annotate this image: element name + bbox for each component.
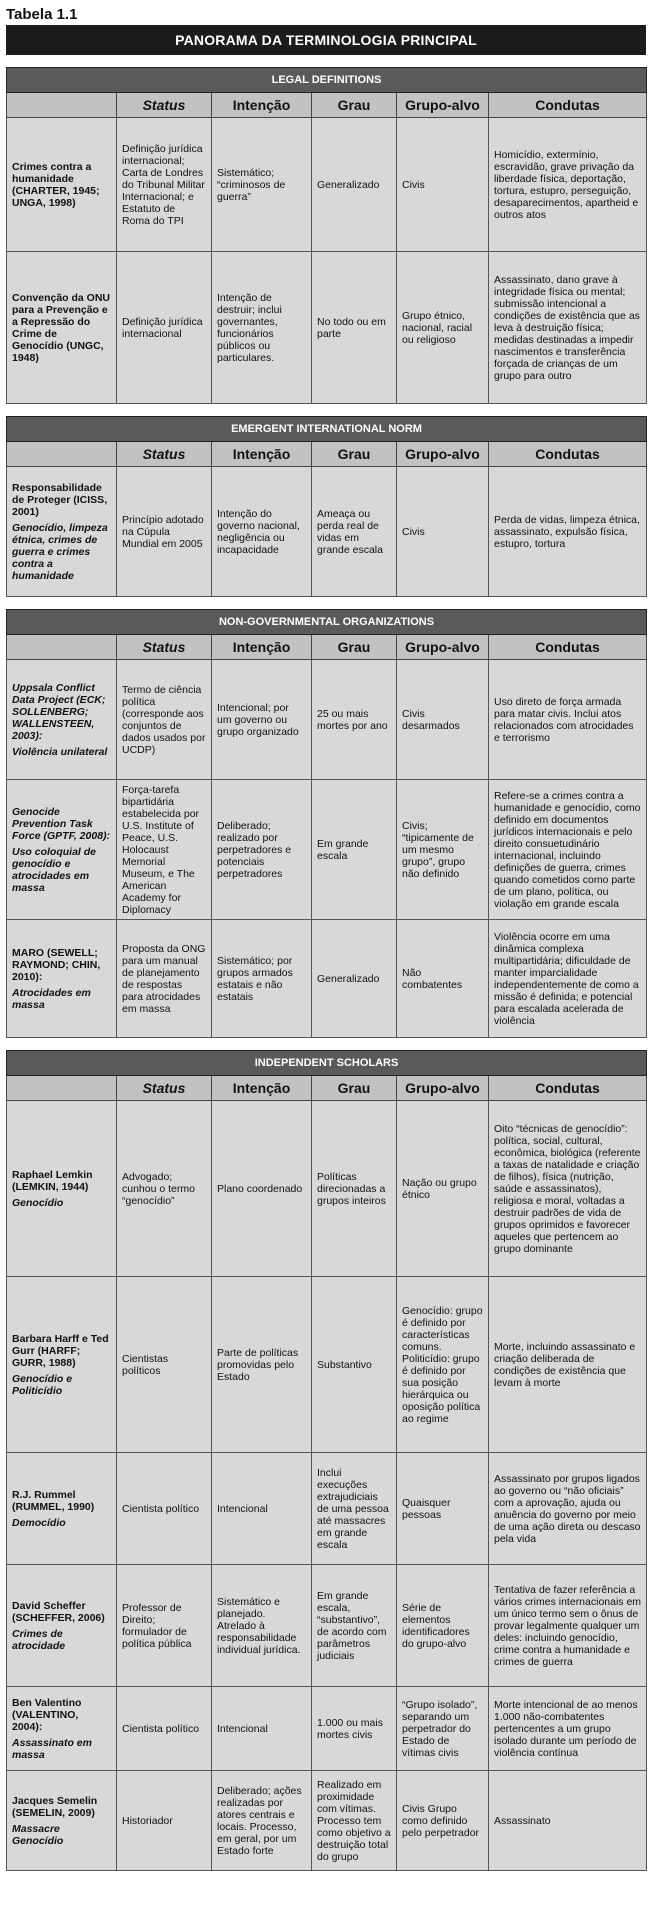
cell-grau: Em grande escala, “substantivo”, de acordo com parâmetros judiciais — [312, 1565, 397, 1687]
row-name: Crimes contra a humanidade (CHARTER, 1945; UNGA, 1998) — [12, 160, 100, 209]
section-emergent-international-norm — [6, 416, 647, 597]
cell-status: Cientista político — [117, 1453, 212, 1565]
cell-grau: Generalizado — [312, 118, 397, 252]
column-header-row — [7, 442, 647, 467]
cell-condutas: Assassinato por grupos ligados ao governo ou “não oficiais” com a aprovação, ajuda ou anuência do governo por meio de uma ação direta ou descaso pela vida — [489, 1453, 647, 1565]
row-name: Ben Valentino (VALENTINO, 2004): — [12, 1696, 82, 1733]
cell-condutas: Assassinato — [489, 1771, 647, 1871]
header-grau: Grau — [312, 93, 397, 118]
table-row — [7, 1565, 647, 1687]
cell-grau: 1.000 ou mais mortes civis — [312, 1687, 397, 1771]
row-name: Raphael Lemkin (LEMKIN, 1944) — [12, 1168, 93, 1193]
table-row — [7, 780, 647, 920]
cell-grupo-alvo: Civis Grupo como definido pelo perpetrador — [397, 1771, 489, 1871]
cell-intencao: Intencional — [212, 1687, 312, 1771]
row-name: Jacques Semelin (SEMELIN, 2009) — [12, 1794, 98, 1819]
cell-grupo-alvo: Grupo étnico, nacional, racial ou religioso — [397, 252, 489, 404]
cell-condutas: Refere-se a crimes contra a humanidade e genocídio, como definido em documentos jurídicos internacionais e pelo direito consuetudinário internacional, incluindo definições de guerra, crimes quando cometidos como parte de um plano, política, ou violação em grande escala — [489, 780, 647, 920]
header-empty — [7, 442, 117, 467]
cell-status: Proposta da ONG para um manual de planejamento de respostas para atrocidades em massa — [117, 920, 212, 1038]
header-grupo-alvo: Grupo-alvo — [397, 1076, 489, 1101]
cell-condutas: Tentativa de fazer referência a vários crimes internacionais em um único termo sem o ônus de provar legalmente qualquer um deles: incluindo genocídio, crime contra a humanidade e crimes de guerra — [489, 1565, 647, 1687]
header-condutas: Condutas — [489, 635, 647, 660]
row-subtitle: Democídio — [12, 1516, 66, 1529]
row-subtitle: Massacre Genocídio — [12, 1822, 64, 1847]
table-row — [7, 467, 647, 597]
cell-intencao: Intenção de destruir; inclui governantes, funcionários públicos ou particulares. — [212, 252, 312, 404]
cell-intencao: Sistemático e planejado. Atrelado à responsabilidade individual jurídica. — [212, 1565, 312, 1687]
cell-condutas: Perda de vidas, limpeza étnica, assassinato, expulsão física, estupro, tortura — [489, 467, 647, 597]
cell-condutas: Uso direto de força armada para matar civis. Inclui atos relacionados com atrocidades e terrorismo — [489, 660, 647, 780]
row-name: R.J. Rummel (RUMMEL, 1990) — [12, 1488, 95, 1513]
row-name-cell — [7, 1565, 117, 1687]
cell-grau: 25 ou mais mortes por ano — [312, 660, 397, 780]
cell-grupo-alvo: Civis; “tipicamente de um mesmo grupo”, grupo não definido — [397, 780, 489, 920]
column-header-row — [7, 1076, 647, 1101]
document-page — [6, 5, 646, 1871]
row-subtitle: Atrocidades em massa — [12, 986, 91, 1011]
cell-status: Força-tarefa bipartidária estabelecida por U.S. Institute of Peace, U.S. Holocaust Memorial Museum, e The American Academy for Diplomacy — [117, 780, 212, 920]
cell-grau: Políticas direcionadas a grupos inteiros — [312, 1101, 397, 1277]
cell-grau: No todo ou em parte — [312, 252, 397, 404]
cell-grau: Substantivo — [312, 1277, 397, 1453]
cell-status: Historiador — [117, 1771, 212, 1871]
cell-condutas: Homicídio, extermínio, escravidão, grave privação da liberdade física, deportação, tortura, estupro, perseguição, desaparecimentos, apartheid e outros atos — [489, 118, 647, 252]
row-subtitle: Crimes de atrocidade — [12, 1627, 66, 1652]
header-condutas: Condutas — [489, 442, 647, 467]
header-grau: Grau — [312, 635, 397, 660]
header-intencao: Intenção — [212, 635, 312, 660]
cell-grau: Generalizado — [312, 920, 397, 1038]
row-name-cell — [7, 118, 117, 252]
column-header-row — [7, 635, 647, 660]
row-subtitle: Violência unilateral — [12, 745, 108, 758]
cell-status: Professor de Direito; formulador de política pública — [117, 1565, 212, 1687]
table-number: Tabela 1.1 — [6, 6, 78, 23]
header-grupo-alvo: Grupo-alvo — [397, 93, 489, 118]
cell-grupo-alvo: Civis desarmados — [397, 660, 489, 780]
header-status: Status — [117, 442, 212, 467]
header-status: Status — [117, 93, 212, 118]
table-row — [7, 1101, 647, 1277]
section-title: EMERGENT INTERNATIONAL NORM — [7, 417, 647, 442]
header-empty — [7, 93, 117, 118]
header-condutas: Condutas — [489, 1076, 647, 1101]
header-status: Status — [117, 635, 212, 660]
cell-grupo-alvo: Série de elementos identificadores do grupo-alvo — [397, 1565, 489, 1687]
row-name: David Scheffer (SCHEFFER, 2006) — [12, 1599, 105, 1624]
row-name-cell — [7, 1771, 117, 1871]
cell-intencao: Intencional — [212, 1453, 312, 1565]
row-name: Uppsala Conflict Data Project (ECK; SOLLENBERG; WALLENSTEEN, 2003): — [12, 681, 106, 742]
row-name-cell — [7, 1687, 117, 1771]
section-title: LEGAL DEFINITIONS — [7, 68, 647, 93]
cell-intencao: Parte de políticas promovidas pelo Estado — [212, 1277, 312, 1453]
cell-intencao: Sistemático; “criminosos de guerra” — [212, 118, 312, 252]
table-row — [7, 660, 647, 780]
table-row — [7, 1771, 647, 1871]
section-title: NON-GOVERNMENTAL ORGANIZATIONS — [7, 610, 647, 635]
cell-grupo-alvo: Civis — [397, 467, 489, 597]
cell-intencao: Intenção do governo nacional, negligência ou incapacidade — [212, 467, 312, 597]
cell-grupo-alvo: “Grupo isolado”, separando um perpetrador do Estado de vítimas civis — [397, 1687, 489, 1771]
table-row — [7, 118, 647, 252]
main-title: PANORAMA DA TERMINOLOGIA PRINCIPAL — [6, 25, 646, 55]
section-independent-scholars — [6, 1050, 647, 1871]
header-empty — [7, 1076, 117, 1101]
cell-status: Definição jurídica internacional; Carta de Londres do Tribunal Militar Internacional; e Estatuto de Roma do TPI — [117, 118, 212, 252]
cell-grau: Ameaça ou perda real de vidas em grande escala — [312, 467, 397, 597]
cell-status: Advogado; cunhou o termo “genocídio” — [117, 1101, 212, 1277]
row-name: MARO (SEWELL; RAYMOND; CHIN, 2010): — [12, 946, 101, 983]
cell-intencao: Deliberado; realizado por perpetradores e potenciais perpetradores — [212, 780, 312, 920]
header-grau: Grau — [312, 1076, 397, 1101]
cell-condutas: Assassinato, dano grave à integridade física ou mental; submissão intencional a condições de existência que as leva à destruição física; medidas destinadas a impedir nascimentos e transferência forçada de crianças de um grupo para outro — [489, 252, 647, 404]
table-row — [7, 1277, 647, 1453]
table-row — [7, 1453, 647, 1565]
row-name: Convenção da ONU para a Prevenção e a Repressão do Crime de Genocídio (UNGC, 1948) — [12, 291, 111, 364]
cell-status: Definição jurídica internacional — [117, 252, 212, 404]
column-header-row — [7, 93, 647, 118]
section-legal-definitions — [6, 67, 647, 404]
header-empty — [7, 635, 117, 660]
cell-status: Termo de ciência política (corresponde aos conjuntos de dados usados por UCDP) — [117, 660, 212, 780]
cell-condutas: Morte, incluindo assassinato e criação deliberada de condições de existência que levam à morte — [489, 1277, 647, 1453]
header-grupo-alvo: Grupo-alvo — [397, 442, 489, 467]
cell-condutas: Morte intencional de ao menos 1.000 não-combatentes pertencentes a um grupo isolado durante um período de violência contínua — [489, 1687, 647, 1771]
row-subtitle: Genocídio e Politicídio — [12, 1372, 73, 1397]
header-grupo-alvo: Grupo-alvo — [397, 635, 489, 660]
row-name-cell — [7, 1453, 117, 1565]
cell-condutas: Violência ocorre em uma dinâmica complexa multipartidária; dificuldade de manter imparcialidade independentemente de como a missão é definida; e potencial para escalada acelerada de violência — [489, 920, 647, 1038]
table-row — [7, 920, 647, 1038]
cell-grau: Em grande escala — [312, 780, 397, 920]
row-subtitle: Genocídio — [12, 1196, 64, 1209]
cell-status: Princípio adotado na Cúpula Mundial em 2005 — [117, 467, 212, 597]
cell-status: Cientistas políticos — [117, 1277, 212, 1453]
cell-status: Cientista político — [117, 1687, 212, 1771]
cell-intencao: Plano coordenado — [212, 1101, 312, 1277]
cell-grupo-alvo: Não combatentes — [397, 920, 489, 1038]
row-name: Barbara Harff e Ted Gurr (HARFF; GURR, 1988) — [12, 1332, 109, 1369]
cell-condutas: Oito “técnicas de genocídio”: política, social, cultural, econômica, biológica (referente a taxas de natalidade e criação de filhos), física (nutrição, saúde e assassinatos), religiosa e moral, voltadas a destruir padrões de vida de grupos oprimidos e favorecer aqueles que pertencem ao grupo dominante — [489, 1101, 647, 1277]
cell-grupo-alvo: Nação ou grupo étnico — [397, 1101, 489, 1277]
cell-intencao: Intencional; por um governo ou grupo organizado — [212, 660, 312, 780]
section-title: INDEPENDENT SCHOLARS — [7, 1051, 647, 1076]
row-subtitle: Genocídio, limpeza étnica, crimes de guerra e crimes contra a humanidade — [12, 521, 108, 582]
row-name: Responsabilidade de Proteger (ICISS, 2001) — [12, 481, 108, 518]
row-name: Genocide Prevention Task Force (GPTF, 2008): — [12, 805, 111, 842]
header-intencao: Intenção — [212, 1076, 312, 1101]
row-name-cell — [7, 252, 117, 404]
row-name-cell — [7, 780, 117, 920]
section-non-governmental-organizations — [6, 609, 647, 1038]
cell-intencao: Sistemático; por grupos armados estatais e não estatais — [212, 920, 312, 1038]
header-intencao: Intenção — [212, 93, 312, 118]
cell-grau: Inclui execuções extrajudiciais de uma pessoa até massacres em grande escala — [312, 1453, 397, 1565]
header-grau: Grau — [312, 442, 397, 467]
row-name-cell — [7, 1277, 117, 1453]
row-subtitle: Assassinato em massa — [12, 1736, 92, 1761]
header-condutas: Condutas — [489, 93, 647, 118]
row-name-cell — [7, 660, 117, 780]
cell-grupo-alvo: Genocídio: grupo é definido por características comuns. Politicídio: grupo é definido por sua posição hierárquica ou oposição política ao regime — [397, 1277, 489, 1453]
header-intencao: Intenção — [212, 442, 312, 467]
cell-grau: Realizado em proximidade com vítimas. Processo tem como objetivo a destruição total do grupo — [312, 1771, 397, 1871]
header-status: Status — [117, 1076, 212, 1101]
cell-grupo-alvo: Quaisquer pessoas — [397, 1453, 489, 1565]
row-name-cell — [7, 920, 117, 1038]
row-name-cell — [7, 1101, 117, 1277]
table-row — [7, 1687, 647, 1771]
cell-intencao: Deliberado; ações realizadas por atores centrais e locais. Processo, em geral, por um Estado forte — [212, 1771, 312, 1871]
row-subtitle: Uso coloquial de genocídio e atrocidades em massa — [12, 845, 97, 894]
table-row — [7, 252, 647, 404]
row-name-cell — [7, 467, 117, 597]
cell-grupo-alvo: Civis — [397, 118, 489, 252]
